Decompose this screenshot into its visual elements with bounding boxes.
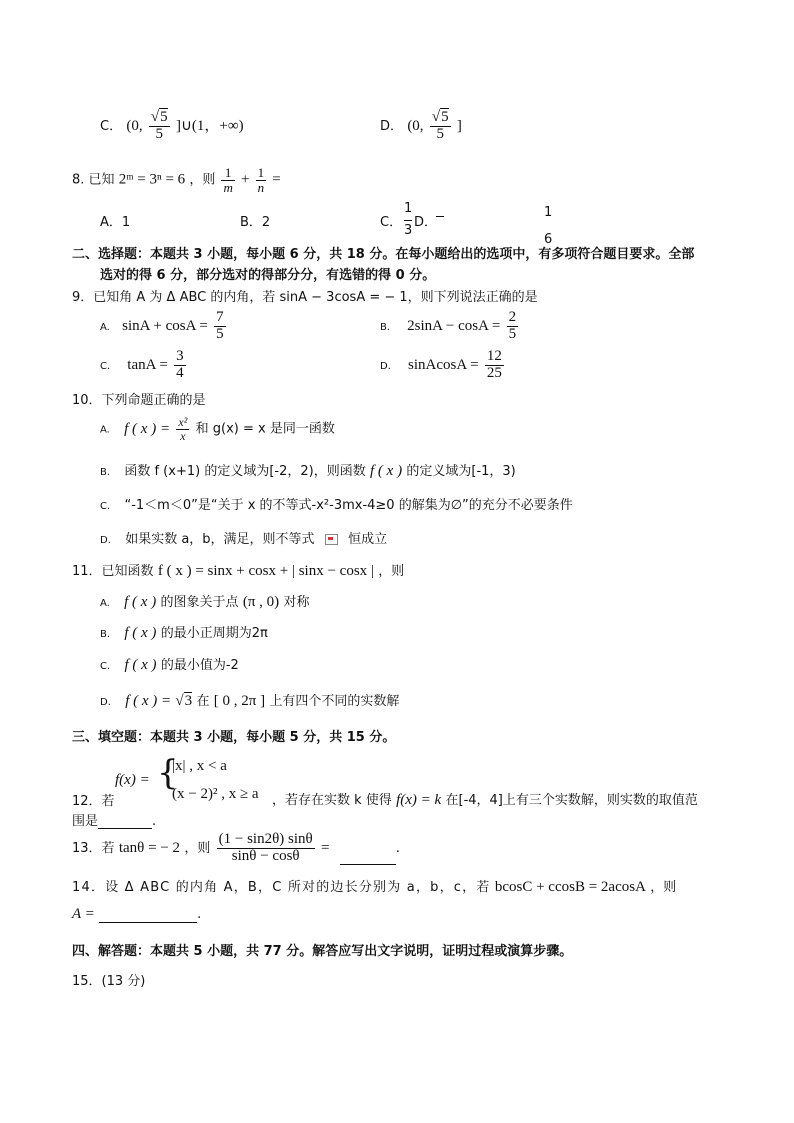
q13 — [72, 832, 400, 865]
q7-option-c-sqrt: 5 — [160, 109, 168, 125]
q10-option-a-label: A. — [100, 424, 110, 436]
q9-option-a-frac — [214, 310, 226, 343]
q10-option-a-num: x² — [178, 415, 188, 429]
q8-frac2-num: 1 — [257, 165, 265, 180]
q10-option-a — [100, 416, 335, 442]
q10-option-b-label: B. — [100, 467, 111, 478]
q11-stem-tail: ，则 — [378, 564, 405, 579]
q12-text1: ，若存在实数 k 使得 — [272, 793, 392, 808]
q12-condition — [272, 789, 698, 809]
q11-stem — [72, 560, 404, 580]
q10-option-a-tail: 和 g(x) = x 是同一函数 — [195, 421, 335, 437]
q11-option-a — [100, 591, 309, 611]
q11-option-c-text: 的最小值为-2 — [160, 658, 239, 673]
section-2-title-line1: 二、选择题：本题共 3 小题，每小题 6 分，共 18 分。在每小题给出的选项中，有多项符合题目要求。全部 — [72, 247, 695, 262]
q11-option-d: D. f ( x ) = √3 在 [ 0 , 2π ] 上有四个不同的实数解 — [100, 693, 400, 709]
q7-option-c — [100, 110, 244, 143]
q9-option-d-num: 12 — [486, 348, 502, 364]
q7-option-d-label: D． — [380, 118, 404, 134]
q11-option-c — [100, 654, 239, 674]
q11-option-d-sqrt: 3 — [184, 693, 193, 709]
q10-option-c-text: “-1＜m＜0”是“关于 x 的不等式-x²-3mx-4≥0 的解集为∅”的充分不必要条件 — [124, 498, 573, 513]
q14-line2-a: A = — [72, 906, 95, 922]
q12-line2-text: 围是 — [72, 814, 99, 829]
q13-den: sinθ − cosθ — [231, 847, 300, 864]
q8-frac1-num: 1 — [221, 166, 234, 181]
q11-option-d-fx: f ( x ) = — [125, 693, 172, 709]
q8-mid: ，则 — [189, 172, 216, 188]
q11-option-b-label: B. — [100, 629, 111, 640]
q10-option-d — [100, 528, 387, 547]
q12-case1: |x| , x < a — [172, 758, 227, 774]
q12-case2: (x − 2)² , x ≥ a — [172, 786, 259, 802]
q10-stem: 10．下列命题正确的是 — [72, 393, 206, 408]
q9-stem: 9．已知角 A 为 Δ ABC 的内角，若 sinA − 3cosA = − 1，则下列说法正确的是 — [72, 290, 538, 305]
q7-option-c-den: 5 — [155, 125, 164, 142]
q14-end: . — [197, 907, 202, 922]
q9-option-b — [380, 310, 520, 343]
q11-option-a-label: A. — [100, 598, 110, 609]
q11-option-d-text1: 在 — [196, 694, 210, 709]
q10-option-a-fx: f ( x ) = — [124, 420, 171, 437]
q9-option-c-expr: tanA = — [127, 356, 168, 373]
q12-eq: f(x) = k — [396, 792, 442, 808]
q8-expr: 2ᵐ = 3ⁿ = 6 — [118, 171, 186, 188]
q14-line1-a: 14．设 Δ ABC 的内角 A，B，C 所对的边长分别为 a，b，c，若 — [72, 880, 491, 895]
q8-option-d-num: 1 — [544, 205, 553, 220]
q13-eq: = — [321, 839, 330, 856]
q9-option-c-num: 3 — [176, 348, 184, 364]
q7-option-c-start: (0, — [126, 117, 143, 134]
q7-option-c-label: C． — [100, 118, 123, 134]
q9-option-b-den: 5 — [508, 325, 517, 342]
q10-option-a-frac — [176, 416, 189, 442]
q11-option-a-point: (π , 0) — [242, 594, 280, 610]
q11-option-b — [100, 622, 268, 642]
q13-end: . — [395, 840, 400, 856]
q13-cond: tanθ = − 2 — [118, 839, 181, 856]
section-4-title: 四、解答题：本题共 5 小题，共 77 分。解答应写出文字说明，证明过程或演算步骤。 — [72, 944, 573, 959]
q11-option-c-label: C. — [100, 661, 111, 672]
q8-frac1 — [221, 166, 234, 194]
q8-option-c-num: 1 — [404, 201, 413, 216]
broken-image-icon — [325, 534, 338, 545]
q12-brace: { — [157, 753, 179, 793]
section-3-title: 三、填空题：本题共 3 小题，每小题 5 分，共 15 分。 — [72, 730, 396, 745]
q10-option-c-label: C. — [100, 501, 111, 512]
q12-end: . — [152, 814, 157, 829]
q7-option-d-den: 5 — [436, 125, 444, 142]
q11-option-a-tail: 对称 — [283, 595, 310, 610]
q7-option-d-end: ] — [456, 117, 462, 134]
q9-option-a-num: 7 — [216, 309, 224, 325]
q9-option-a — [100, 310, 228, 343]
q11-option-b-fx: f ( x ) — [124, 625, 157, 641]
q9-option-a-den: 5 — [216, 325, 224, 342]
q11-option-a-text: 的图象关于点 — [160, 595, 239, 610]
q12-text2: 在[-4，4]上有三个实数解，则实数的取值范 — [445, 793, 698, 808]
q8-tail: = — [272, 171, 281, 188]
q9-option-b-num: 2 — [508, 309, 517, 325]
q13-number: 13．若 — [72, 840, 115, 856]
q10-option-d-text2: 恒成立 — [348, 532, 388, 547]
q10-option-b-fx: f ( x ) — [370, 463, 403, 479]
section-2-title-line2: 选对的得 6 分，部分选对的得部分分，有选错的得 0 分。 — [100, 268, 436, 283]
q13-num: (1 − sin2θ) sinθ — [218, 831, 313, 847]
q13-mid: ，则 — [184, 840, 211, 856]
q9-option-b-expr: 2sinA − cosA = — [407, 317, 501, 334]
q8-frac2 — [256, 166, 267, 194]
q11-option-c-fx: f ( x ) — [124, 657, 157, 673]
q11-option-b-text: 的最小正周期为2π — [160, 626, 268, 641]
q10-option-d-label: D. — [100, 535, 111, 546]
q11-option-d-text2: 上有四个不同的实数解 — [269, 694, 400, 709]
q7-option-c-end: ]∪(1，+∞) — [175, 117, 244, 134]
q12-line2 — [72, 810, 156, 829]
q12-fx: f(x) = — [115, 772, 150, 788]
q12-answer-blank[interactable] — [98, 814, 152, 829]
q11-option-d-interval: [ 0 , 2π ] — [213, 693, 266, 709]
q8-option-c-fraction — [404, 199, 412, 242]
q14-line1 — [72, 876, 676, 896]
q9-option-a-expr: sinA + cosA = — [122, 317, 208, 334]
q8-number: 8. — [72, 172, 85, 188]
q8-option-c-den: 3 — [404, 222, 413, 238]
q11-option-d-label: D. — [100, 697, 111, 708]
q13-fraction — [217, 832, 315, 865]
q8-option-d-bar — [436, 216, 444, 217]
q7-option-d-sqrt: 5 — [441, 109, 449, 125]
q15-label: 15．(13 分) — [72, 974, 146, 989]
q10-option-b-text1: 函数 f (x+1) 的定义域为[-2，2)，则函数 — [124, 464, 366, 479]
q9-option-d-den: 25 — [486, 364, 502, 381]
q9-option-b-label: B． — [380, 321, 397, 333]
q14-line1-b: ，则 — [650, 880, 677, 895]
q9-option-c-den: 4 — [176, 364, 184, 381]
q14-line2 — [72, 906, 201, 923]
q9-option-b-frac — [507, 310, 519, 343]
q14-answer-blank[interactable] — [99, 908, 197, 923]
q8-stem — [72, 166, 281, 194]
q9-option-d-expr: sinAcosA = — [408, 356, 479, 373]
q8-lead: 已知 — [88, 172, 115, 188]
q7-option-c-fraction: $\frac{√5}{5}$ — [150, 109, 168, 142]
q9-option-d-frac — [485, 349, 504, 382]
q11-stem-lead: 11．已知函数 — [72, 564, 154, 579]
q10-option-b — [100, 460, 516, 480]
q9-option-c-label: C． — [100, 360, 117, 372]
q9-option-c — [100, 349, 188, 382]
q7-option-d-fraction: $\frac{√5}{5}$ — [431, 109, 449, 142]
q8-frac1-den: m — [223, 179, 233, 195]
q8-option-d-label: D． — [414, 215, 438, 230]
q11-option-a-fx: f ( x ) — [124, 594, 157, 610]
q9-option-a-label: A. — [100, 321, 110, 333]
q12-number: 12．若 — [72, 794, 115, 809]
q10-option-d-text1: 如果实数 a，b，满足，则不等式 — [125, 532, 315, 547]
q9-option-d-label: D． — [380, 360, 398, 372]
q8-plus: + — [241, 171, 250, 188]
q10-option-a-den: x — [180, 428, 186, 443]
q8-option-a: A．1 — [100, 215, 131, 230]
q8-frac2-den: n — [257, 179, 265, 195]
q13-answer-blank[interactable] — [340, 850, 396, 865]
q9-option-d — [380, 349, 506, 382]
q9-option-c-frac — [174, 349, 186, 382]
q8-option-b: B．2 — [240, 215, 271, 230]
q8-option-c-label: C． — [380, 215, 403, 230]
q14-line1-expr: bcosC + ccosB = 2acosA — [494, 879, 646, 895]
q7-option-d — [380, 110, 462, 143]
q11-stem-expr: f ( x ) = sinx + cosx + | sinx − cosx | — [157, 563, 374, 579]
q7-option-d-start: (0, — [407, 117, 424, 134]
q10-option-c — [100, 494, 573, 513]
q10-option-b-text2: 的定义域为[-1，3) — [406, 464, 516, 479]
q8-option-d-den: 6 — [544, 232, 553, 248]
